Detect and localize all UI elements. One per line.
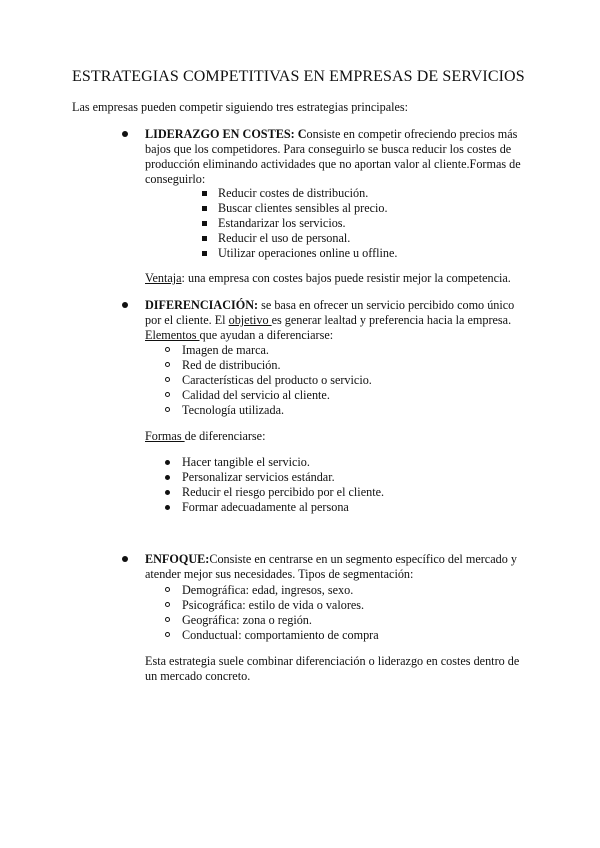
ventaja-label: Ventaja xyxy=(145,271,182,285)
circle-bullet-icon xyxy=(165,632,170,637)
square-bullet-icon xyxy=(202,236,207,241)
diferenciacion-line-2b: es generar lealtad y preferencia hacia la empresa. xyxy=(271,313,512,327)
enfoque-line-1: Consiste en centrarse en un segmento específico del mercado y xyxy=(209,552,517,566)
list-item: Psicográfica: estilo de vida o valores. xyxy=(182,598,502,613)
square-bullet-icon xyxy=(202,221,207,226)
enfoque-line-2: atender mejor sus necesidades. Tipos de segmentación: xyxy=(145,567,414,581)
ventaja-text: : una empresa con costes bajos puede resistir mejor la competencia. xyxy=(181,271,511,285)
intro-paragraph: Las empresas pueden competir siguiendo tres estrategias principales: xyxy=(72,100,409,114)
list-item: Tecnología utilizada. xyxy=(182,403,502,418)
liderazgo-paragraph xyxy=(145,127,535,187)
circle-bullet-icon xyxy=(165,362,170,367)
list-item: Imagen de marca. xyxy=(182,343,502,358)
formas-list xyxy=(182,455,502,515)
enfoque-paragraph xyxy=(145,552,535,582)
list-item: Geográfica: zona o región. xyxy=(182,613,502,628)
bullet-icon xyxy=(122,556,128,562)
section-enfoque xyxy=(145,552,535,582)
diferenciacion-paragraph xyxy=(145,298,535,343)
enfoque-closing-line-2: un mercado concreto. xyxy=(145,669,251,683)
circle-bullet-icon xyxy=(165,617,170,622)
formas-label: Formas xyxy=(145,429,185,443)
formas-heading-wrap xyxy=(145,429,535,444)
circle-bullet-icon xyxy=(165,602,170,607)
liderazgo-forms-list-wrap xyxy=(218,186,518,261)
list-item: Reducir costes de distribución. xyxy=(218,186,518,201)
tipos-list xyxy=(182,583,502,643)
document-title: ESTRATEGIAS COMPETITIVAS EN EMPRESAS DE SERVICIOS xyxy=(72,68,525,85)
list-item: Buscar clientes sensibles al precio. xyxy=(218,201,518,216)
list-item: Personalizar servicios estándar. xyxy=(182,470,502,485)
section-diferenciacion xyxy=(145,298,535,343)
diferenciacion-heading: DIFERENCIACIÓN: xyxy=(145,298,259,312)
circle-bullet-icon xyxy=(165,392,170,397)
elementos-list xyxy=(182,343,502,418)
formas-list-wrap xyxy=(182,455,502,515)
list-item: Conductual: comportamiento de compra xyxy=(182,628,502,643)
list-item: Hacer tangible el servicio. xyxy=(182,455,502,470)
circle-bullet-icon xyxy=(165,587,170,592)
dot-bullet-icon xyxy=(165,475,170,480)
square-bullet-icon xyxy=(202,251,207,256)
list-item: Utilizar operaciones online u offline. xyxy=(218,246,518,261)
list-item: Estandarizar los servicios. xyxy=(218,216,518,231)
list-item: Reducir el riesgo percibido por el cliente. xyxy=(182,485,502,500)
list-item: Calidad del servicio al cliente. xyxy=(182,388,502,403)
circle-bullet-icon xyxy=(165,377,170,382)
list-item: Red de distribución. xyxy=(182,358,502,373)
circle-bullet-icon xyxy=(165,347,170,352)
dot-bullet-icon xyxy=(165,490,170,495)
tipos-list-wrap xyxy=(182,583,502,643)
liderazgo-line-2: bajos que los competidores. Para conseguirlo se busca reducir los costes de xyxy=(145,142,512,156)
diferenciacion-line-2a: por el cliente. El xyxy=(145,313,229,327)
objetivo-label: objetivo xyxy=(228,313,272,327)
circle-bullet-icon xyxy=(165,407,170,412)
list-item: Características del producto o servicio. xyxy=(182,373,502,388)
bullet-icon xyxy=(122,302,128,308)
liderazgo-line-4: conseguirlo: xyxy=(145,172,206,186)
liderazgo-line-3: producción eliminando actividades que no aportan valor al cliente.Formas de xyxy=(145,157,521,171)
enfoque-closing-line-1: Esta estrategia suele combinar diferenciación o liderazgo en costes dentro de xyxy=(145,654,520,668)
dot-bullet-icon xyxy=(165,505,170,510)
liderazgo-forms-list xyxy=(218,186,518,261)
liderazgo-ventaja xyxy=(145,271,535,286)
section-liderazgo xyxy=(145,127,535,187)
elementos-text: que ayudan a diferenciarse: xyxy=(199,328,334,342)
list-item: Reducir el uso de personal. xyxy=(218,231,518,246)
list-item: Demográfica: edad, ingresos, sexo. xyxy=(182,583,502,598)
square-bullet-icon xyxy=(202,191,207,196)
list-item: Formar adecuadamente al persona xyxy=(182,500,502,515)
elementos-label: Elementos xyxy=(145,328,200,342)
dot-bullet-icon xyxy=(165,460,170,465)
liderazgo-line-1: onsiste en competir ofreciendo precios más xyxy=(306,127,518,141)
enfoque-heading: ENFOQUE: xyxy=(145,552,210,566)
liderazgo-heading: LIDERAZGO EN COSTES: C xyxy=(145,127,307,141)
diferenciacion-line-1: se basa en ofrecer un servicio percibido como único xyxy=(258,298,515,312)
formas-text: de diferenciarse: xyxy=(184,429,266,443)
elementos-list-wrap xyxy=(182,343,502,418)
bullet-icon xyxy=(122,131,128,137)
enfoque-closing xyxy=(145,654,535,684)
square-bullet-icon xyxy=(202,206,207,211)
